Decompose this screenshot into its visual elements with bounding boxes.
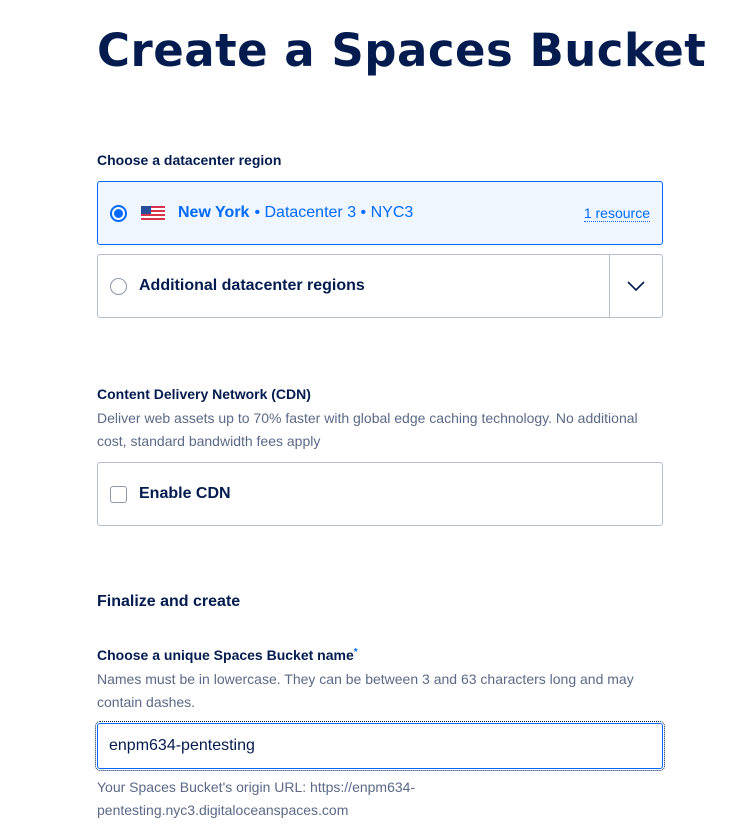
- chevron-down-icon: [627, 281, 645, 291]
- radio-unselected-icon[interactable]: [110, 278, 127, 295]
- region-section-label: Choose a datacenter region: [97, 152, 282, 168]
- required-marker: *: [353, 647, 358, 658]
- cdn-description: Deliver web assets up to 70% faster with global edge caching technology. No additional cost, standard bandwidth fees apply: [97, 410, 638, 449]
- cdn-section-label: Content Delivery Network (CDN): [97, 386, 311, 402]
- enable-cdn-option[interactable]: [97, 462, 663, 526]
- radio-selected-icon[interactable]: [110, 205, 127, 222]
- bucket-name-label-text: Choose a unique Spaces Bucket name: [97, 647, 354, 663]
- bucket-name-help: Names must be in lowercase. They can be between 3 and 63 characters long and may contain dashes.: [97, 671, 634, 710]
- page-title: Create a Spaces Bucket: [97, 24, 707, 77]
- us-flag-icon: [141, 206, 165, 220]
- additional-regions-option[interactable]: [97, 254, 663, 318]
- region-name: New York: [178, 204, 250, 221]
- region-detail: • Datacenter 3 • NYC3: [254, 204, 414, 221]
- finalize-heading: Finalize and create: [97, 593, 241, 610]
- regions-dropdown-button[interactable]: [609, 255, 662, 317]
- bucket-name-label: [97, 647, 358, 663]
- origin-url-text: Your Spaces Bucket's origin URL: https://enpm634-pentesting.nyc3.digitaloceanspaces.com: [97, 779, 416, 818]
- resource-count-link[interactable]: 1 resource: [583, 205, 650, 221]
- enable-cdn-label: Enable CDN: [139, 485, 231, 502]
- bucket-name-input[interactable]: [97, 723, 663, 769]
- region-option-nyc3[interactable]: [97, 181, 663, 245]
- cdn-checkbox[interactable]: [110, 486, 127, 503]
- additional-regions-label: Additional datacenter regions: [139, 277, 365, 294]
